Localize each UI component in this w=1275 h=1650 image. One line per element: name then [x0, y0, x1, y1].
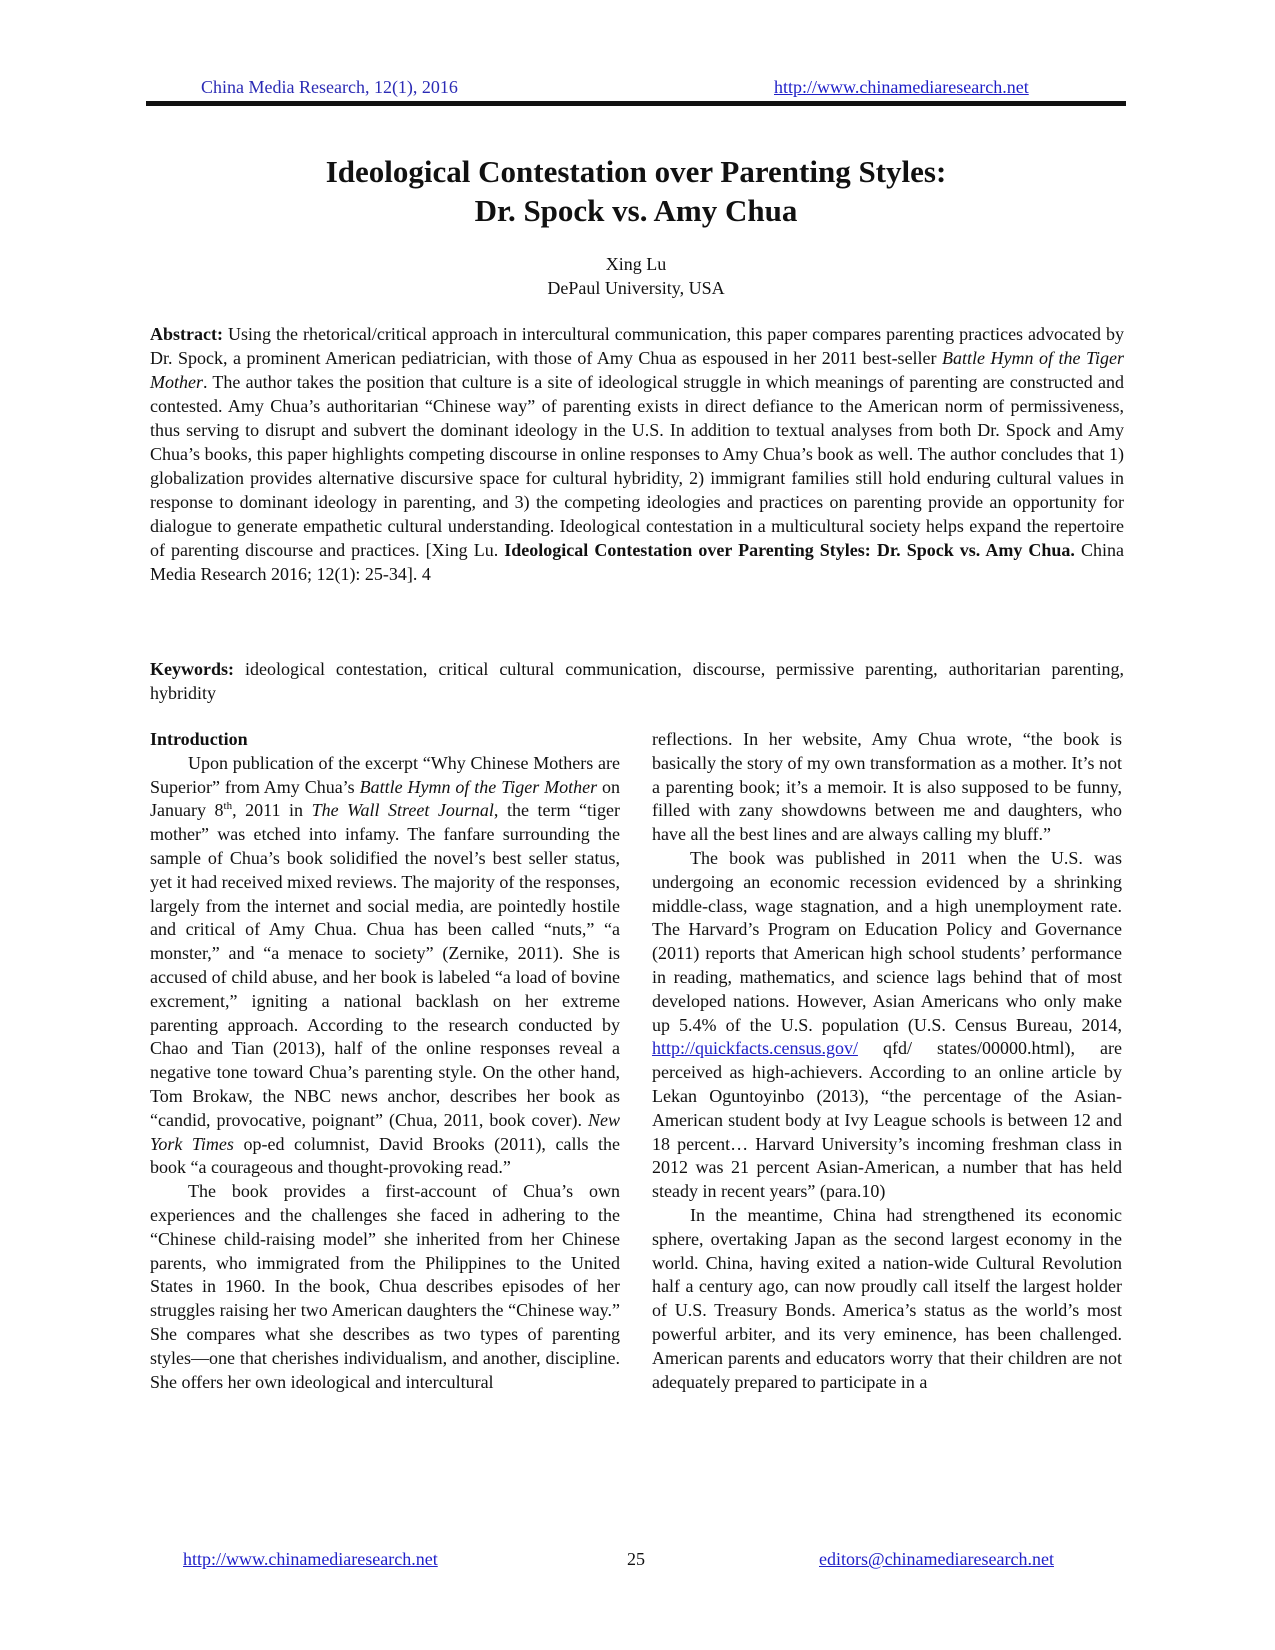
author-name: Xing Lu [605, 254, 667, 274]
author-block [146, 252, 1126, 300]
abstract-text-1: Using the rhetorical/critical approach in intercultural communication, this paper compares parenting practices advocated by Dr. Spock, a prominent American pediatrician, with those of Amy Chua as espoused in her 2011 best-seller [150, 324, 1124, 368]
abstract [150, 322, 1124, 586]
left-column [150, 728, 620, 1394]
abstract-citation-title: Ideological Contestation over Parenting Styles: Dr. Spock vs. Amy Chua. [504, 540, 1075, 560]
abstract-label: Abstract: [150, 324, 223, 344]
newspaper-title: New York Times [150, 1109, 620, 1154]
title-line-1: Ideological Contestation over Parenting Styles: [325, 154, 947, 189]
keywords [150, 657, 1124, 705]
footer-url-link[interactable]: http://www.chinamediaresearch.net [183, 1549, 438, 1569]
article-title [146, 152, 1126, 230]
paragraph [652, 847, 1122, 1204]
footer-email-link[interactable]: editors@chinamediaresearch.net [819, 1549, 1054, 1569]
keywords-label: Keywords: [150, 659, 234, 679]
header-divider [146, 101, 1126, 106]
journal-url-link[interactable]: http://www.chinamediaresearch.net [774, 77, 1029, 97]
paragraph-text: Upon publication of the excerpt “Why Chinese Mothers are Superior” from Amy Chua’s [150, 752, 620, 797]
abstract-text-3: China Media Research 2016; 12(1): 25-34]. 4 [150, 540, 1124, 584]
superscript: th [223, 800, 233, 813]
keywords-text: ideological contestation, critical cultural communication, discourse, permissive parenting, authoritarian parenting, hybridity [150, 659, 1124, 703]
page-number: 25 [627, 1549, 645, 1569]
right-column [652, 728, 1122, 1394]
paragraph: reflections. In her website, Amy Chua wrote, “the book is basically the story of my own transformation as a mother. It’s not a parenting book; it’s a memoir. It is also supposed to be funny, filled with zany showdowns between me and daughters, who have all the best lines and are always calling my bluff.” [652, 729, 1122, 845]
paragraph-text: op-ed columnist, David Brooks (2011), calls the book “a courageous and thought-provoking read.” [150, 1133, 620, 1178]
abstract-book-title: Battle Hymn of the Tiger Mother [150, 348, 1124, 392]
paragraph-text: , 2011 in [232, 800, 312, 821]
newspaper-title: The Wall Street Journal [311, 800, 494, 821]
paragraph-text: on January 8 [150, 776, 621, 821]
abstract-text-2: . The author takes the position that culture is a site of ideological struggle in which meanings of parenting are constructed and contested. Amy Chua’s authoritarian “Chinese way” of parenting exists in direct defiance to the American norm of permissiveness, thus serving to disrupt and subvert the dominant ideology in the U.S. In addition to textual analyses from both Dr. Spock and Amy Chua’s books, this paper highlights competing discourse in online responses to Amy Chua’s book as well. The author concludes that 1) globalization provides alternative discursive space for cultural hybridity, 2) immigrant families still hold enduring cultural values in response to dominant ideology in parenting, and 3) the competing ideologies and practices on parenting provide an opportunity for dialogue to generate empathetic cultural understanding. Ideological contestation in a multicultural society helps expand the repertoire of parenting discourse and practices. [Xing Lu. [150, 372, 1124, 560]
title-line-2: Dr. Spock vs. Amy Chua [474, 193, 798, 228]
paragraph: In the meantime, China had strengthened its economic sphere, overtaking Japan as the second largest economy in the world. China, having exited a nation-wide Cultural Revolution half a century ago, can now proudly call itself the largest holder of U.S. Treasury Bonds. America’s status as the world’s most powerful arbiter, and its very eminence, has been challenged. American parents and educators worry that their children are not adequately prepared to participate in a [652, 1204, 1122, 1392]
census-link[interactable]: http://quickfacts.census.gov/ [652, 1038, 858, 1059]
paragraph-text: The book was published in 2011 when the U.S. was undergoing an economic recession evidenced by a shrinking middle-class, wage stagnation, and a high unemployment rate. The Harvard’s Program on Education Policy and Governance (2011) reports that American high school students’ performance in reading, mathematics, and science lags behind that of most developed nations. However, Asian Americans who only make up 5.4% of the U.S. population (U.S. Census Bureau, 2014, [652, 847, 1122, 1035]
section-heading-introduction: Introduction [150, 729, 248, 749]
book-title: Battle Hymn of the Tiger Mother [359, 776, 598, 797]
paragraph-text: , the term “tiger mother” was etched into infamy. The fanfare surrounding the sample of Chua’s book solidified the novel’s best seller status, yet it had received mixed reviews. The majority of the responses, largely from the internet and social media, are pointedly hostile and critical of Amy Chua. Chua has been called “nuts,” “a monster,” and “a menace to society” (Zernike, 2011). She is accused of child abuse, and her book is labeled “a load of bovine excrement,” igniting a national backlash on her extreme parenting approach. According to the research conducted by Chao and Tian (2013), half of the online responses reveal a negative tone toward Chua’s parenting style. On the other hand, Tom Brokaw, the NBC news anchor, describes her book as “candid, provocative, poignant” (Chua, 2011, book cover). [150, 800, 620, 1130]
author-affiliation: DePaul University, USA [547, 278, 725, 298]
paragraph: The book provides a first-account of Chua’s own experiences and the challenges she faced in adhering to the “Chinese child-raising model” she inherited from her Chinese parents, who immigrated from the Philippines to the United States in 1960. In the book, Chua describes episodes of her struggles raising her two American daughters the “Chinese way.” She compares what she describes as two types of parenting styles—one that cherishes individualism, and another, discipline. She offers her own ideological and intercultural [150, 1181, 620, 1392]
journal-citation: China Media Research, 12(1), 2016 [201, 77, 458, 97]
paragraph [150, 752, 620, 1180]
paragraph-text: qfd/ states/00000.html), are perceived as high-achievers. According to an online article by Lekan Oguntoyinbo (2013), “the percentage of the Asian-American student body at Ivy League schools is between 12 and 18 percent… Harvard University’s incoming freshman class in 2012 was 21 percent Asian-American, a number that has held steady in recent years” (para.10) [652, 1038, 1122, 1202]
